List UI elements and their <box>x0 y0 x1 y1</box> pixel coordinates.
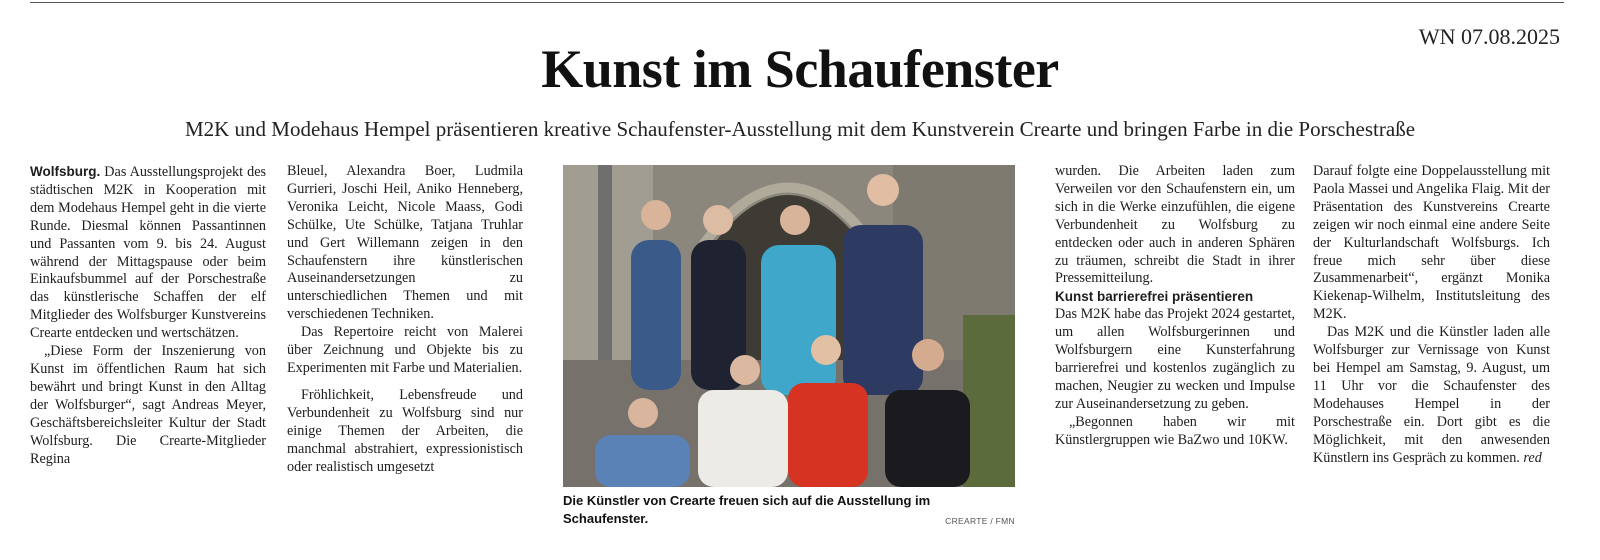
paragraph-text: Das Ausstellungsprojekt des städtischen M2K in Kooperation mit dem Modehaus Hempel geht in die vierte Runde. Diesmal können Passantinnen und Passanten vom 9. bis 24. August während der Mittagspause oder beim Einkaufsbummel auf der Porschestraße das künstlerische Schaffen der elf Mitglieder des Wolfsburger Kunstvereins Crearte entdecken und wertschätzen. <box>30 164 266 342</box>
paragraph: wurden. Die Arbeiten laden zum Verweilen vor den Schaufenstern ein, um sich in die Werke einzufühlen, die eigene Verbundenheit zu Wolfsburg zu entdecken oder auch in anderen Sphären zu träumen, schreibt die Stadt in ihrer Pressemitteilung. <box>1055 163 1295 287</box>
paragraph: Fröhlichkeit, Lebensfreude und Verbundenheit zu Wolfsburg sind nur einige Themen der Arbeiten, die manchmal abstrahiert, expressionistisch oder realistisch umgesetzt <box>287 386 523 475</box>
paragraph: Das Repertoire reicht von Malerei über Zeichnung und Objekte bis zu Experimenten mit Farbe und Materialien. <box>287 324 523 376</box>
subheadline: M2K und Modehaus Hempel präsentieren kreative Schaufenster-Ausstellung mit dem Kunstverein Crearte und bringen Farbe in die Porschestraße <box>184 117 1416 141</box>
paragraph <box>1313 324 1550 467</box>
paragraph: „Diese Form der Inszenierung von Kunst im öffentlichen Raum hat sich bewährt und bringt Kunst in den Alltag der Wolfsburger“, sagt Andreas Meyer, Geschäftsbereichsleiter Kultur der Stadt Wolfsburg. Die Crearte-Mitglieder Regina <box>30 343 266 467</box>
section-subheading: Kunst barrierefrei präsentieren <box>1055 289 1254 305</box>
article-column-3 <box>1055 163 1295 533</box>
paragraph: Das M2K habe das Projekt 2024 gestartet, um allen Wolfsburgerinnen und Wolfsburgern eine Kunsterfahrung barrierefrei und kostenlos zugänglich zu machen, Neugier zu wecken und Impulse zur Auseinandersetzung zu geben. <box>1055 306 1295 412</box>
paragraph: Bleuel, Alexandra Boer, Ludmila Gurrieri, Joschi Heil, Aniko Henneberg, Veronika Leicht, Nicole Maass, Godi Schülke, Ute Schülke, Tatjana Truhlar und Gert Willemann zeigen in den Schaufenstern ihre künstlerischen Auseinandersetzungen zu unterschiedlichen Themen und mit verschiedenen Techniken. <box>287 163 523 323</box>
headline: Kunst im Schaufenster <box>541 39 1059 99</box>
article-photo <box>563 165 1015 487</box>
article-column-1 <box>30 163 266 533</box>
dateline: WN 07.08.2025 <box>1418 24 1560 49</box>
article-column-2 <box>287 163 523 533</box>
author-signature: red <box>1523 449 1542 466</box>
top-rule <box>30 2 1564 3</box>
paragraph: Darauf folgte eine Doppelausstellung mit Paola Massei und Angelika Flaig. Mit der Präsentation des Kunstvereins Crearte zeigen wir noch einmal eine andere Seite der Kulturlandschaft Wolfsburgs. Ich freue mich sehr über diese Zusammenarbeit“, ergänzt Monika Kiekenap-Wilhelm, Institutsleitung des M2K. <box>1313 163 1550 323</box>
group-photo-illustration <box>563 165 1015 487</box>
photo-credit: CREARTE / FMN <box>945 516 1015 526</box>
photo-caption: Die Künstler von Crearte freuen sich auf die Ausstellung im Schaufenster. <box>563 493 931 526</box>
paragraph-text: Das M2K und die Künstler laden alle Wolfsburger zur Vernissage von Kunst bei Hempel am Samstag, 9. August, um 11 Uhr vor die Schaufenster des Modehauses Hempel in der Porschestraße ein. Dort gibt es die Möglichkeit, mit den anwesenden Künstlern ins Gespräch zu kommen. <box>1313 324 1550 466</box>
paragraph: „Begonnen haben wir mit Künstlergruppen wie BaZwo und 10KW. <box>1055 413 1295 448</box>
placeline: Wolfsburg. <box>30 164 101 179</box>
paragraph <box>30 163 266 343</box>
article-column-4 <box>1313 163 1550 533</box>
